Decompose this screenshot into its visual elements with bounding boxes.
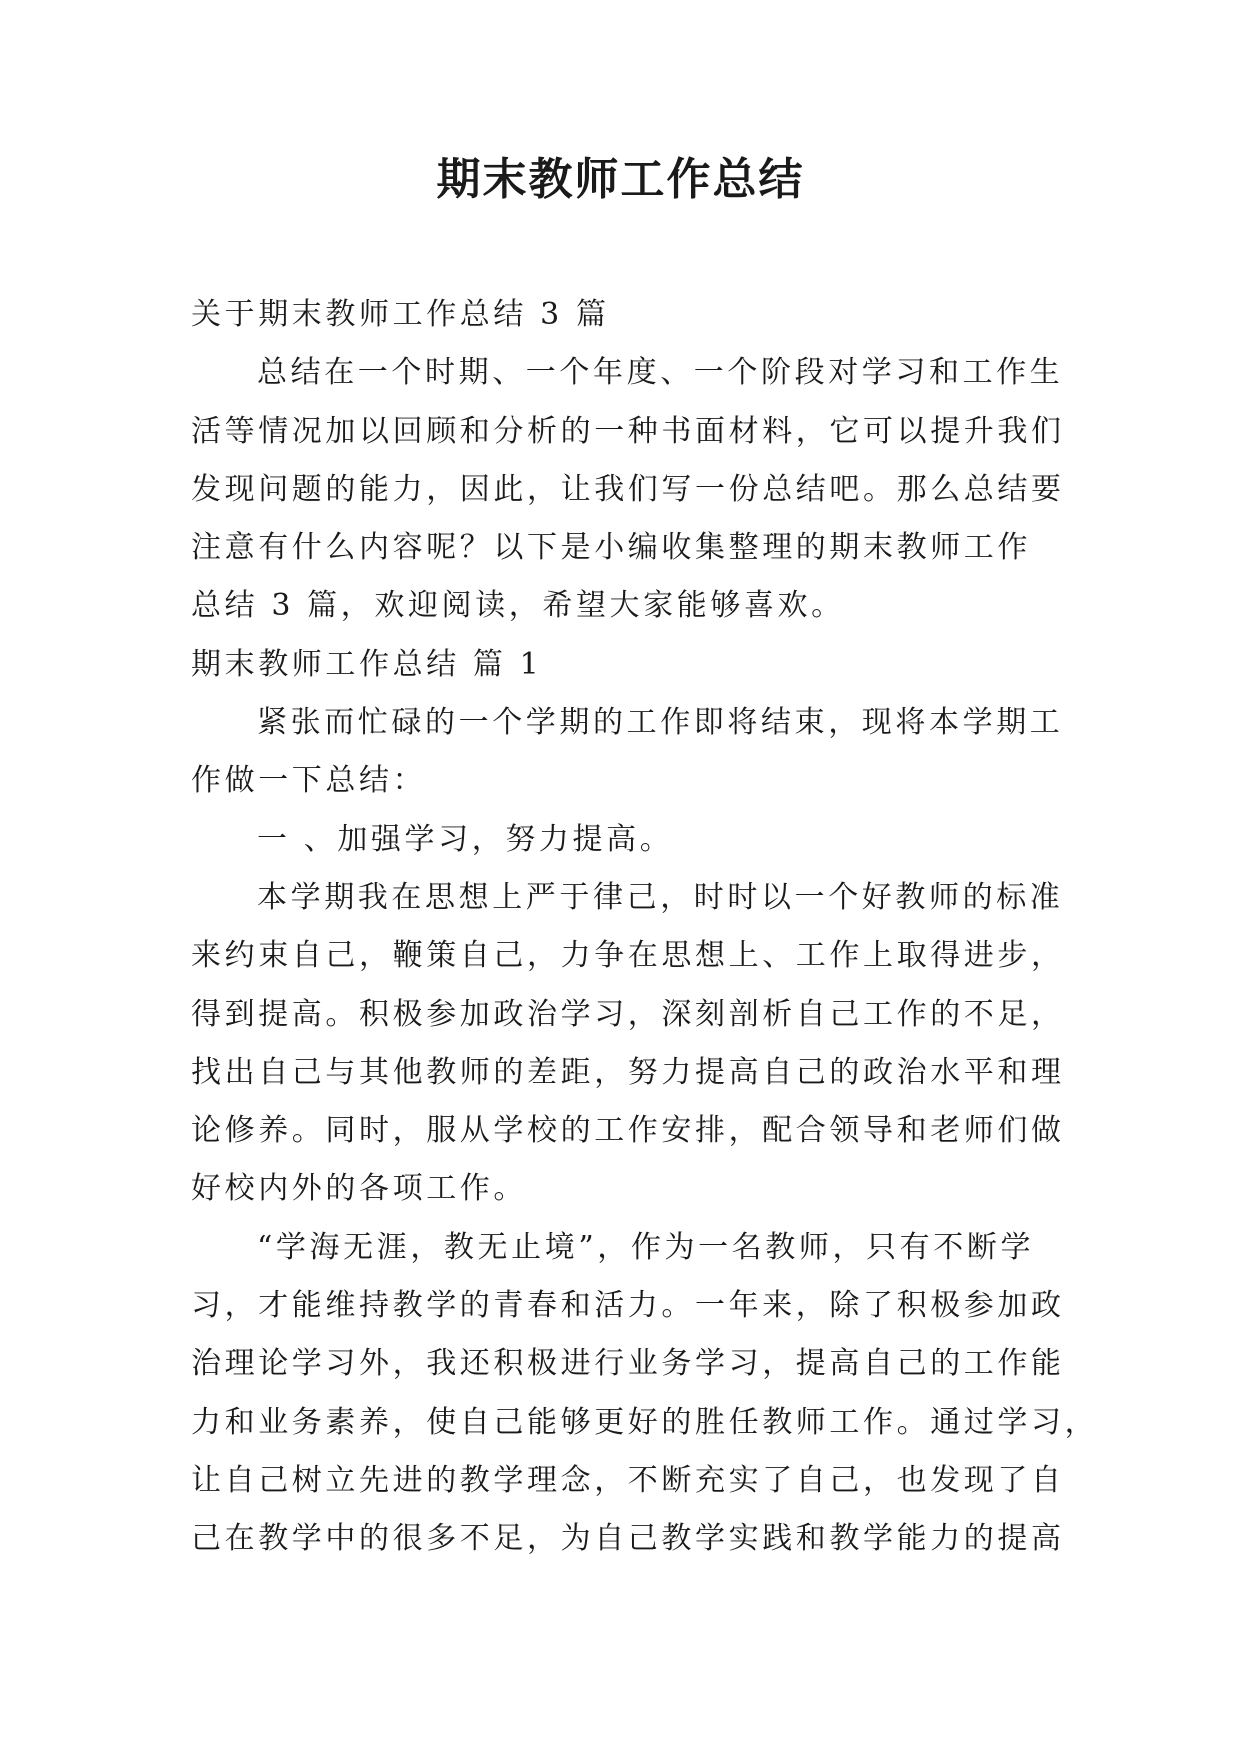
text-line: 总结在一个时期、一个年度、一个阶段对学习和工作生 [257, 355, 1064, 391]
text-line: 关于期末教师工作总结 3 篇 [191, 297, 610, 332]
text-line: 来约束自己，鞭策自己，力争在思想上、工作上取得进步， [191, 938, 1065, 974]
text-line: 发现问题的能力，因此，让我们写一份总结吧。那么总结要 [191, 471, 1065, 507]
text-line: “学海无涯，教无止境”，作为一名教师，只有不断学 [257, 1229, 1035, 1265]
text-line: 治理论学习外，我还积极进行业务学习，提高自己的工作能 [191, 1346, 1065, 1382]
text-line: 活等情况加以回顾和分析的一种书面材料，它可以提升我们 [191, 413, 1065, 449]
text-line: 己在教学中的很多不足，为自己教学实践和教学能力的提高 [191, 1521, 1065, 1557]
text-line: 作做一下总结： [191, 763, 427, 799]
text-line: 力和业务素养，使自己能够更好的胜任教师工作。通过学习， [191, 1404, 1099, 1440]
document-body [191, 286, 1099, 1569]
text-line: 注意有什么内容呢？以下是小编收集整理的期末教师工作 [191, 530, 1031, 566]
text-line: 好校内外的各项工作。 [191, 1171, 527, 1207]
document-title: 期末教师工作总结 [436, 154, 805, 205]
text-line: 期末教师工作总结 篇 1 [191, 646, 543, 682]
text-line: 本学期我在思想上严于律己，时时以一个好教师的标准 [257, 879, 1064, 915]
text-line: 习，才能维持教学的青春和活力。一年来，除了积极参加政 [191, 1288, 1065, 1324]
text-line: 找出自己与其他教师的差距，努力提高自己的政治水平和理 [191, 1054, 1065, 1090]
text-line: 紧张而忙碌的一个学期的工作即将结束，现将本学期工 [257, 705, 1064, 741]
text-line: 论修养。同时，服从学校的工作安排，配合领导和老师们做 [191, 1113, 1065, 1149]
text-line: 得到提高。积极参加政治学习，深刻剖析自己工作的不足， [191, 996, 1065, 1032]
text-line: 让自己树立先进的教学理念，不断充实了自己，也发现了自 [191, 1462, 1065, 1498]
text-line: 总结 3 篇，欢迎阅读，希望大家能够喜欢。 [191, 588, 845, 624]
text-line: 一 、加强学习，努力提高。 [257, 821, 674, 857]
